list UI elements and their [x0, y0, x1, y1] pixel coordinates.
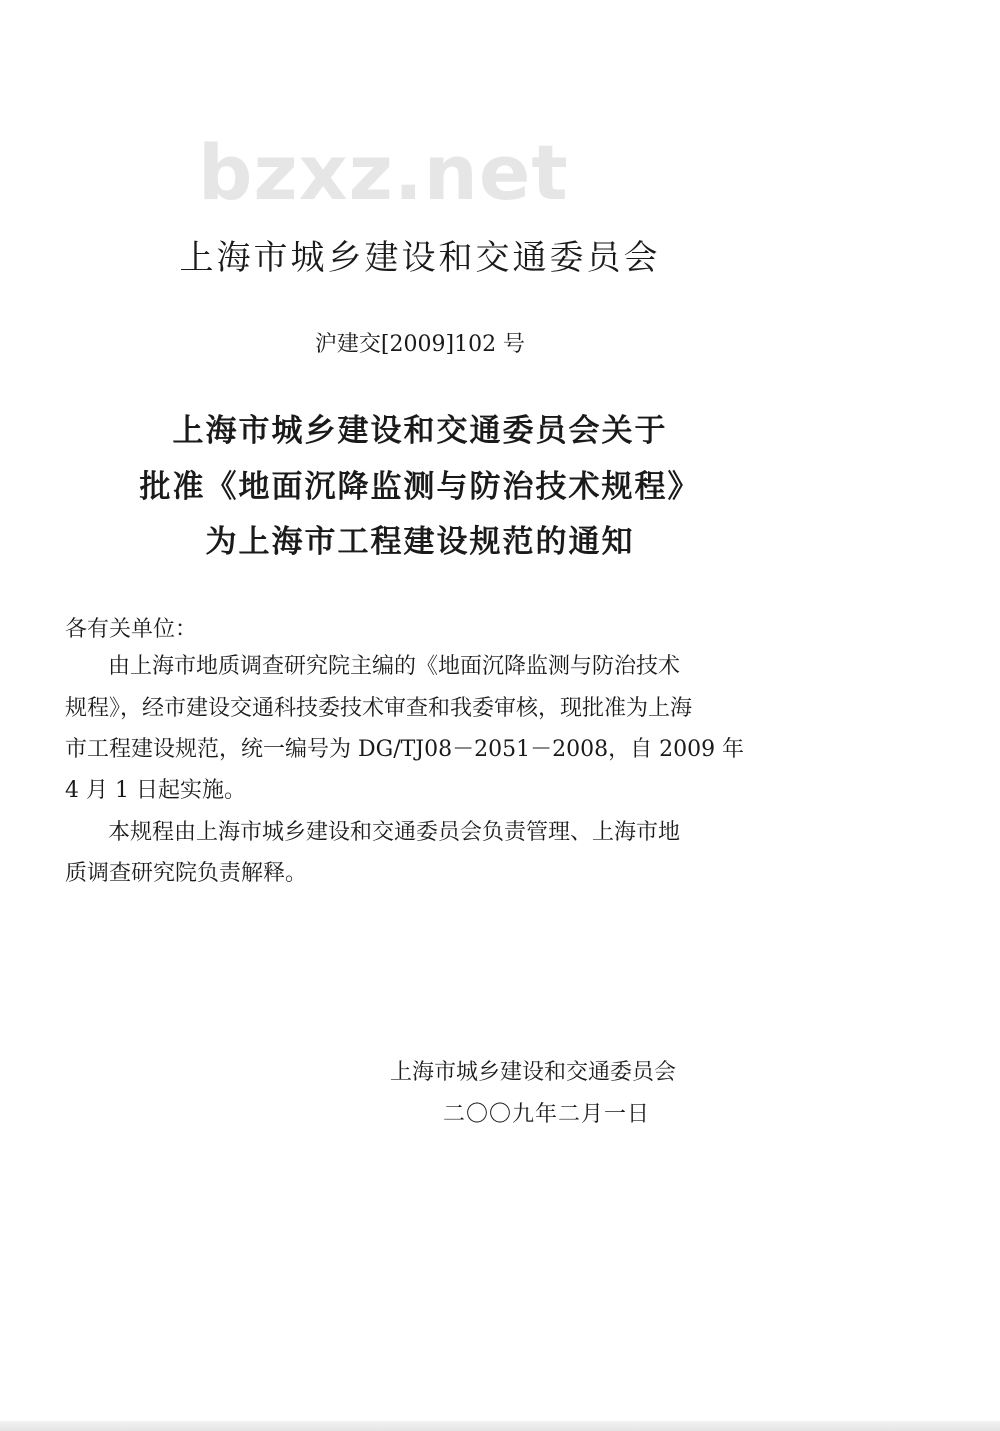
notice-title-line-1: 上海市城乡建设和交通委员会关于: [172, 413, 668, 449]
salutation: 各有关单位：: [65, 617, 198, 642]
paragraph-1-line-1: 由上海市地质调查研究院主编的《地面沉降监测与防治技术: [108, 654, 681, 679]
scan-bottom-edge: [0, 1421, 1000, 1431]
paragraph-2-line-1: 本规程由上海市城乡建设和交通委员会负责管理、上海市地: [108, 820, 681, 845]
watermark-text: bzxz.net: [198, 128, 569, 217]
paragraph-1-line-4: 4 月 1 日起实施。: [65, 778, 246, 803]
paragraph-1-line-2: 规程》，经市建设交通科技委技术审查和我委审核，现批准为上海: [65, 696, 693, 721]
paragraph-1-line-3: 市工程建设规范，统一编号为 DG/TJ08－2051－2008，自 2009 年: [65, 737, 745, 762]
document-number: 沪建交[2009]102 号: [314, 332, 526, 357]
notice-title-line-3: 为上海市工程建设规范的通知: [205, 524, 635, 560]
issuer-heading: 上海市城乡建设和交通委员会: [179, 238, 661, 278]
paragraph-2-line-2: 质调查研究院负责解释。: [65, 861, 308, 886]
signature-organization: 上海市城乡建设和交通委员会: [390, 1060, 677, 1085]
signature-date: 二〇〇九年二月一日: [443, 1102, 651, 1127]
notice-title-line-2: 批准《地面沉降监测与防治技术规程》: [139, 469, 701, 505]
